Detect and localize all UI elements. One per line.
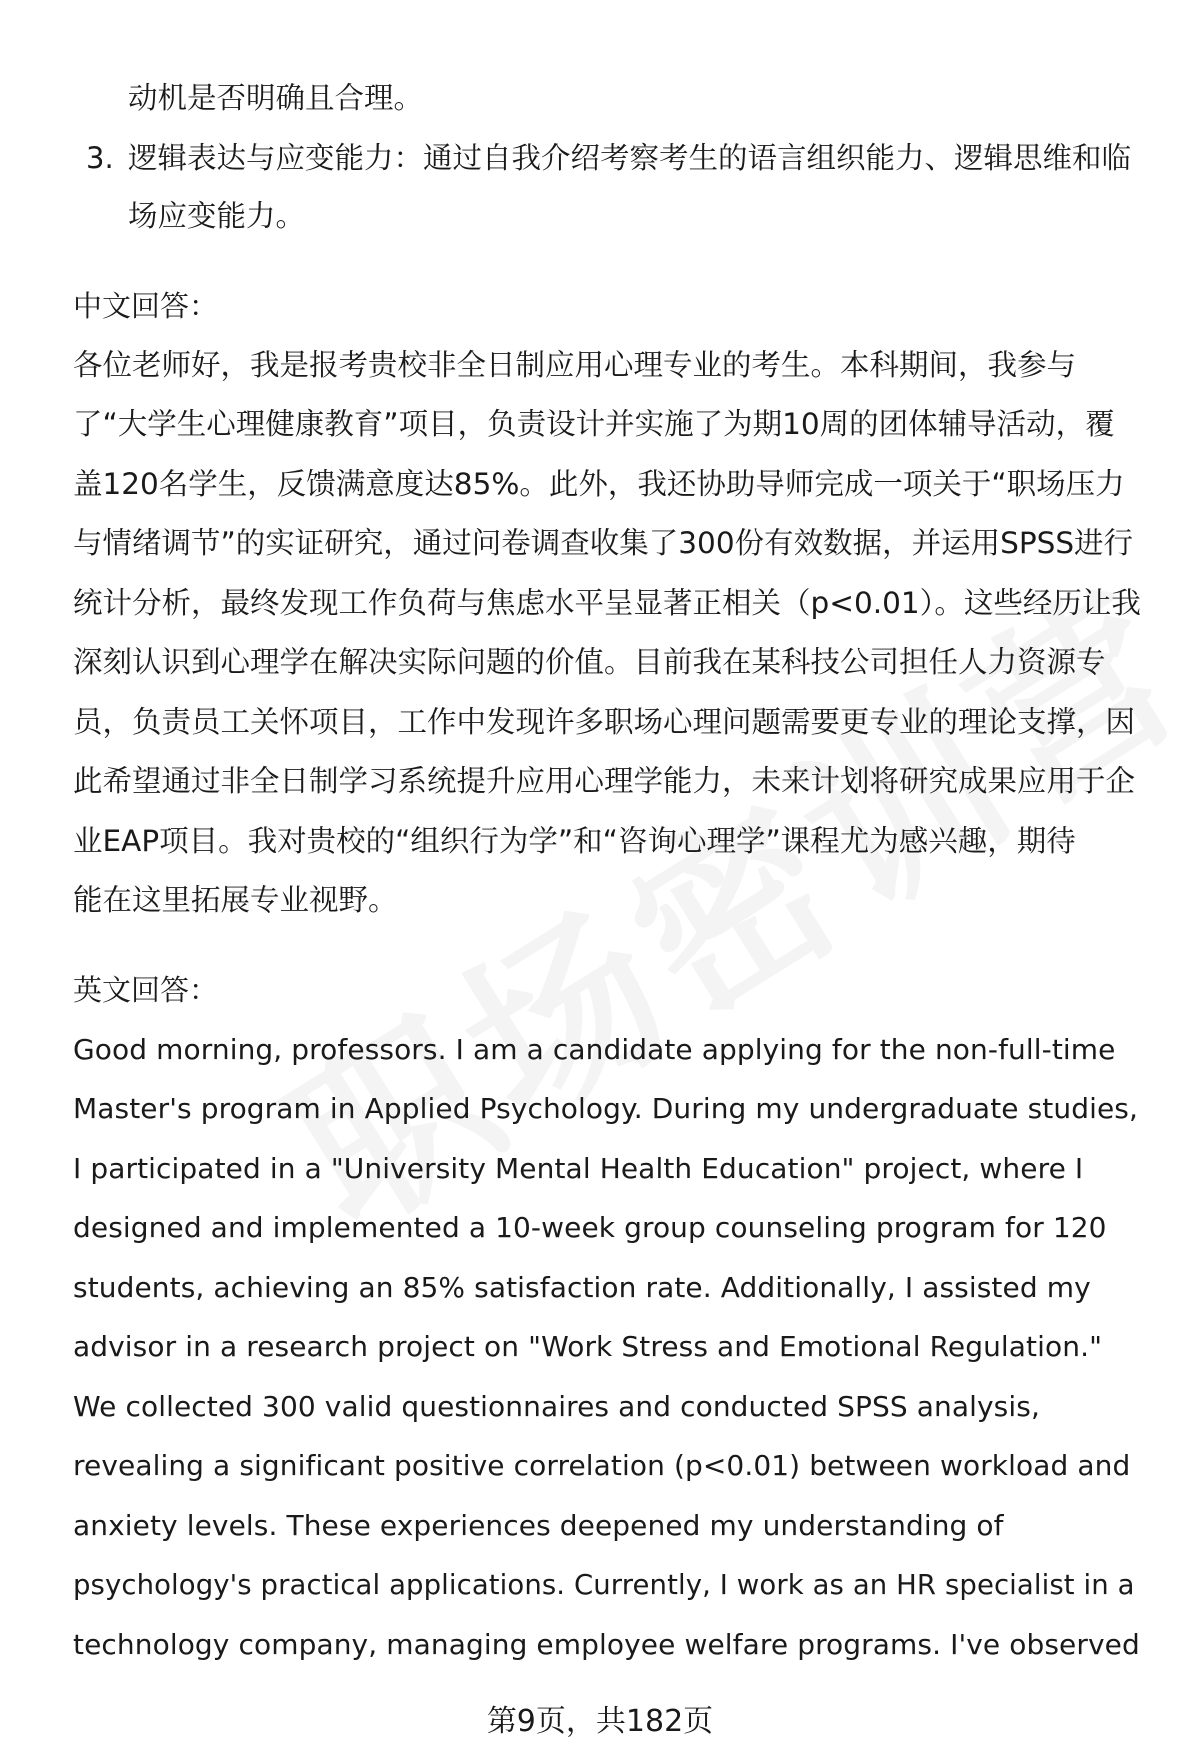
english-answer-line: technology company, managing employee welfare programs. I've observed xyxy=(73,1628,1140,1661)
english-answer-line: We collected 300 valid questionnaires and conducted SPSS analysis, xyxy=(73,1390,1040,1423)
chinese-answer-line: 各位老师好，我是报考贵校非全日制应用心理专业的考生。本科期间，我参与 xyxy=(73,348,1077,382)
chinese-answer-line: 此希望通过非全日制学习系统提升应用心理学能力，未来计划将研究成果应用于企 xyxy=(73,764,1136,798)
chinese-answer-line: 了“大学生心理健康教育”项目，负责设计并实施了为期10周的团体辅导活动，覆 xyxy=(73,407,1115,441)
chinese-answer-line: 与情绪调节”的实证研究，通过问卷调查收集了300份有效数据，并运用SPSS进行 xyxy=(73,526,1134,560)
chinese-answer-line: 能在这里拓展专业视野。 xyxy=(73,883,398,917)
page-number: 第9页，共182页 xyxy=(486,1704,714,1739)
english-answer-line: I participated in a "University Mental Health Education" project, where I xyxy=(73,1152,1084,1185)
chinese-answer-line: 员，负责员工关怀项目，工作中发现许多职场心理问题需要更专业的理论支撑，因 xyxy=(73,705,1136,739)
english-answer-line: psychology's practical applications. Currently, I work as an HR specialist in a xyxy=(73,1569,1135,1601)
chinese-answer-line: 深刻认识到心理学在解决实际问题的价值。目前我在某科技公司担任人力资源专 xyxy=(73,645,1106,679)
english-answer-line: anxiety levels. These experiences deepened my understanding of xyxy=(73,1509,1004,1542)
chinese-answer-heading: 中文回答： xyxy=(73,289,219,323)
english-answer-line: advisor in a research project on "Work Stress and Emotional Regulation." xyxy=(73,1330,1103,1363)
chinese-answer-line: 业EAP项目。我对贵校的“组织行为学”和“咨询心理学”课程尤为感兴趣，期待 xyxy=(73,824,1076,858)
chinese-answer-line: 盖120名学生，反馈满意度达85%。此外，我还协助导师完成一项关于“职场压力 xyxy=(73,467,1125,501)
english-answer-line: revealing a significant positive correlation (p<0.01) between workload and xyxy=(73,1449,1131,1482)
criteria-item-2-tail: 动机是否明确且合理。 xyxy=(128,81,424,115)
criteria-item-3-number: 3. xyxy=(86,141,114,175)
english-answer-line: students, achieving an 85% satisfaction rate. Additionally, I assisted my xyxy=(73,1271,1091,1304)
english-answer-line: Master's program in Applied Psychology. During my undergraduate studies, xyxy=(73,1092,1138,1125)
english-answer-line: Good morning, professors. I am a candidate applying for the non-full-time xyxy=(73,1033,1116,1066)
chinese-answer-line: 统计分析，最终发现工作负荷与焦虑水平呈显著正相关（p<0.01）。这些经历让我 xyxy=(73,586,1141,620)
english-answer-line: designed and implemented a 10-week group counseling program for 120 xyxy=(73,1211,1107,1244)
criteria-item-3-line: 逻辑表达与应变能力：通过自我介绍考察考生的语言组织能力、逻辑思维和临 xyxy=(128,141,1132,175)
english-answer-heading: 英文回答： xyxy=(73,973,219,1007)
criteria-item-3-line: 场应变能力。 xyxy=(128,199,306,233)
